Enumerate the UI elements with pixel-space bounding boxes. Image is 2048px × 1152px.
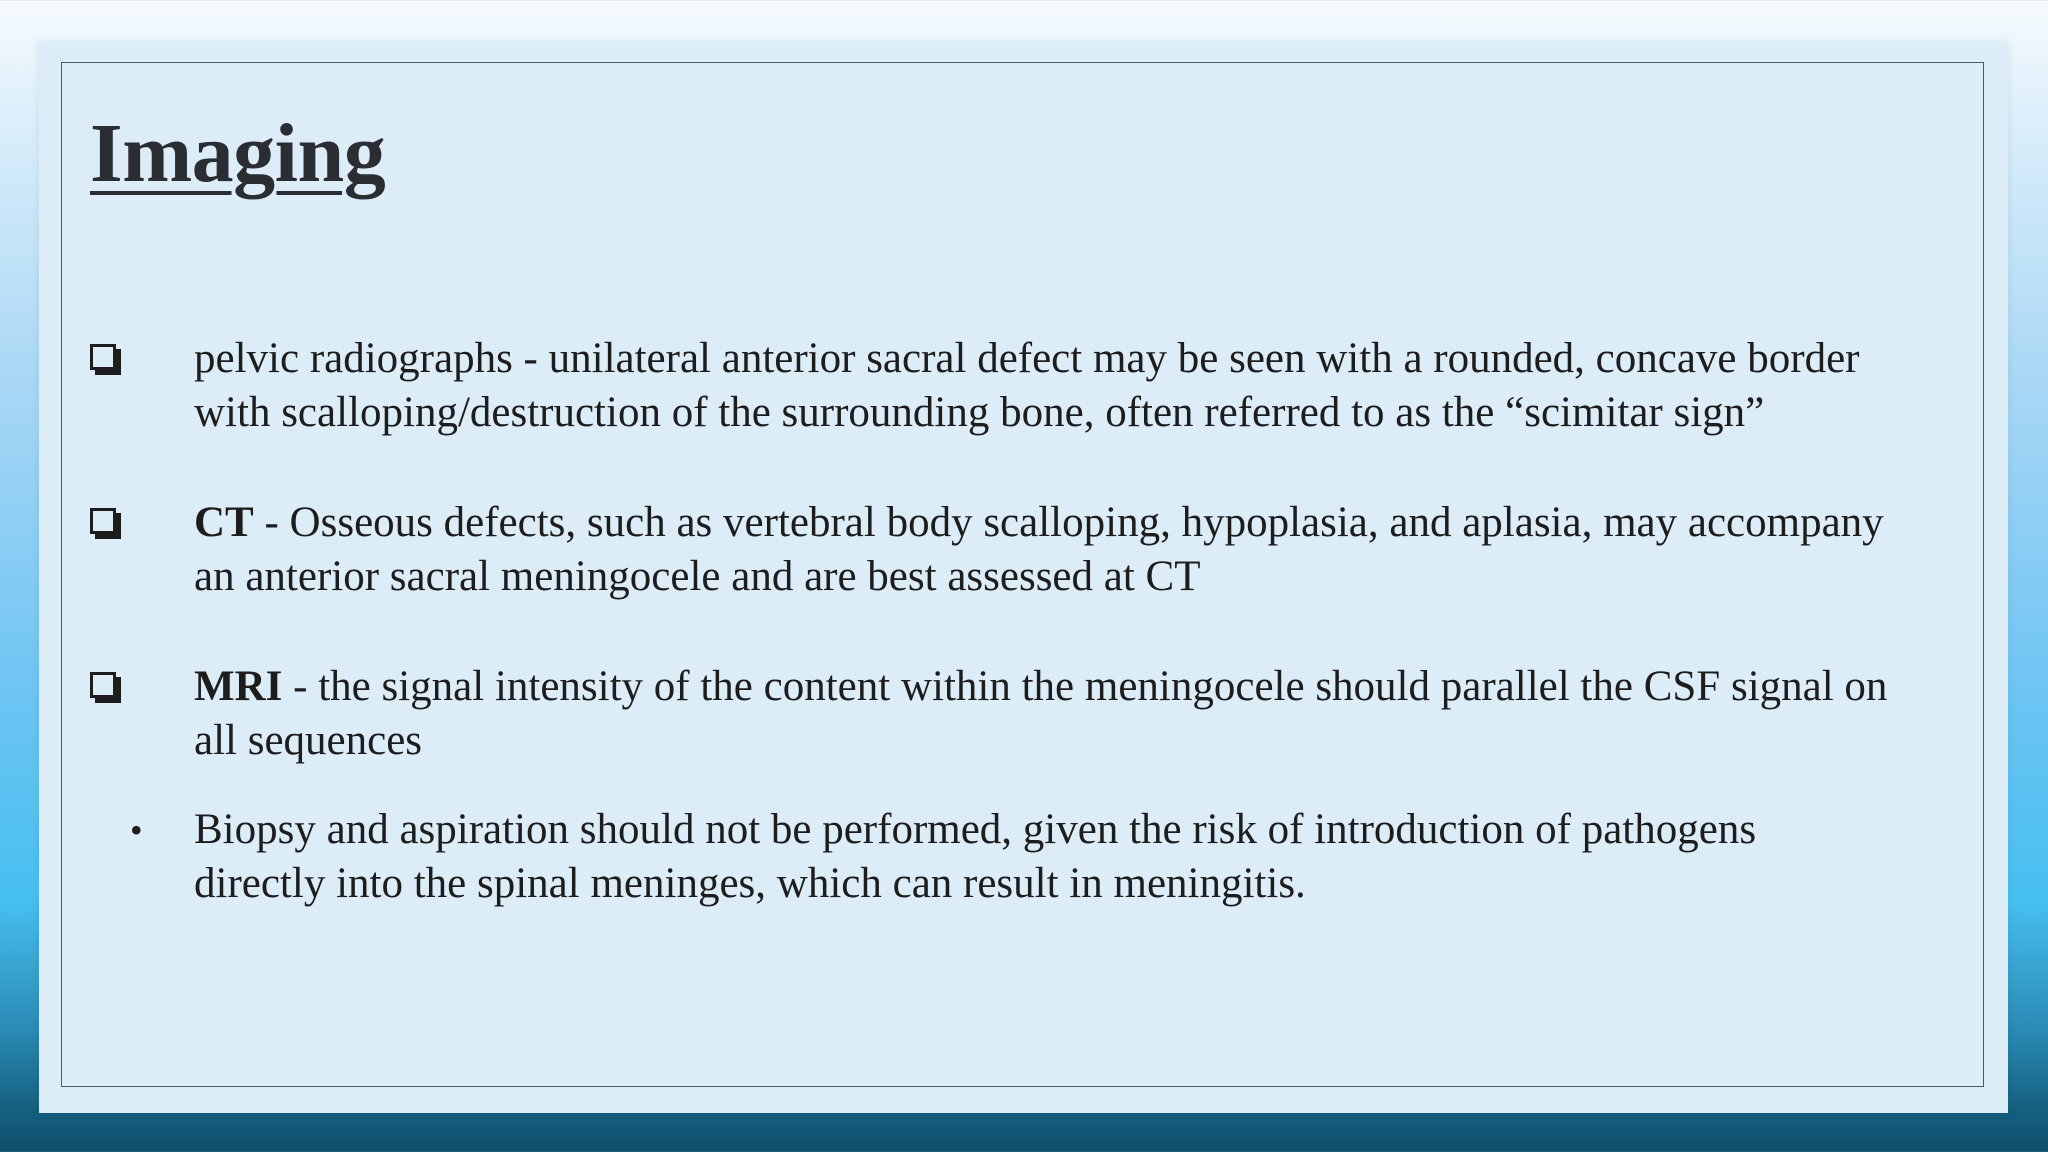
bullet-line [194,660,2048,714]
bullet-line [194,496,2048,550]
bullet-text [194,803,2048,911]
bullet-line: with scalloping/destruction of the surrounding bone, often referred to as the “scimitar sign” [194,389,1765,436]
bullet-text [194,332,2048,440]
bullet-line: Biopsy and aspiration should not be performed, given the risk of introduction of pathogens [194,806,1757,853]
bullet-text [194,496,2048,604]
bullet-line: pelvic radiographs - unilateral anterior sacral defect may be seen with a rounded, concave border [194,335,1860,382]
bullet-line-rest: - the signal intensity of the content within the meningocele should parallel the CSF signal on [282,663,1888,710]
checkbox-square-icon [90,672,118,700]
bullet-dot-icon: • [130,810,143,850]
bullet-line-rest: - Osseous defects, such as vertebral body scalloping, hypoplasia, and aplasia, may accompany [253,499,1884,546]
slide-panel [39,41,2008,1113]
bullet-line: an anterior sacral meningocele and are best assessed at CT [194,553,1201,600]
bullet-lead: CT [194,499,254,546]
bullet-text [194,660,2048,768]
checkbox-square-icon [90,508,118,536]
bullet-lead: MRI [194,663,283,710]
slide-title: Imaging [90,107,386,200]
bullet-line: all sequences [194,717,423,764]
bullet-line: directly into the spinal meninges, which can result in meningitis. [194,860,1306,907]
checkbox-square-icon [90,344,118,372]
